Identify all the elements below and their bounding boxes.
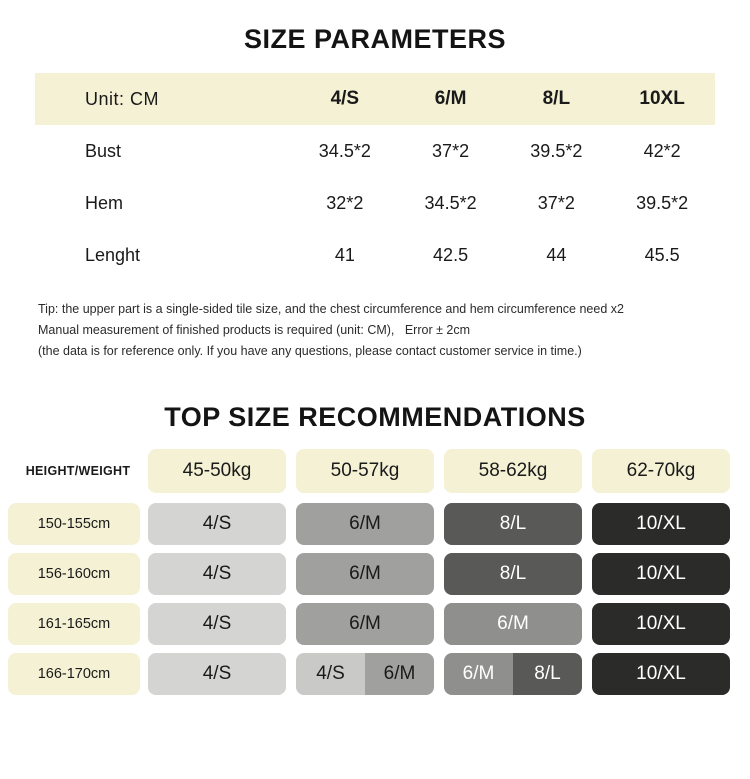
cell-hem-xl: 39.5*2 xyxy=(636,192,689,213)
size-badge: 10/XL xyxy=(592,653,730,695)
cell-lenght-l: 44 xyxy=(546,244,567,265)
recommendations-grid xyxy=(8,449,742,695)
size-badge: 6/M xyxy=(296,553,434,595)
size-badge: 8/L xyxy=(513,653,582,695)
size-badge: 4/S xyxy=(148,603,286,645)
cell-lenght-m: 42.5 xyxy=(433,244,469,265)
reco-cell-0-1 xyxy=(296,503,434,545)
weight-header-1: 50-57kg xyxy=(296,449,434,493)
measurement-notes xyxy=(38,299,712,362)
column-header-1: 6/M xyxy=(434,88,467,109)
row-label-bust: Bust xyxy=(85,140,122,161)
column-header-2: 8/L xyxy=(542,88,571,109)
note-line-2: Manual measurement of finished products is required (unit: CM), Error ± 2cm xyxy=(38,323,471,337)
size-badge: 4/S xyxy=(148,653,286,695)
size-badge: 10/XL xyxy=(592,553,730,595)
reco-cell-2-0 xyxy=(148,603,286,645)
table-row xyxy=(35,229,715,281)
page-title-recommendations: TOP SIZE RECOMMENDATIONS xyxy=(164,402,586,432)
cell-bust-xl: 42*2 xyxy=(643,140,681,161)
reco-cell-3-0 xyxy=(148,653,286,695)
height-label-2: 161-165cm xyxy=(8,603,140,645)
reco-cell-3-3 xyxy=(592,653,730,695)
reco-cell-2-1 xyxy=(296,603,434,645)
unit-label: Unit: CM xyxy=(85,88,160,109)
cell-hem-m: 34.5*2 xyxy=(424,192,477,213)
weight-header-0: 45-50kg xyxy=(148,449,286,493)
size-badge: 6/M xyxy=(296,503,434,545)
column-header-3: 10XL xyxy=(639,88,685,109)
reco-cell-1-1 xyxy=(296,553,434,595)
reco-cell-1-0 xyxy=(148,553,286,595)
row-label-hem: Hem xyxy=(85,192,124,213)
cell-bust-l: 39.5*2 xyxy=(530,140,583,161)
size-chart-page xyxy=(0,24,750,779)
reco-cell-3-1 xyxy=(296,653,434,695)
size-badge: 6/M xyxy=(296,603,434,645)
height-label-0: 150-155cm xyxy=(8,503,140,545)
size-badge: 6/M xyxy=(444,653,513,695)
row-label-lenght: Lenght xyxy=(85,244,141,265)
height-label-3: 166-170cm xyxy=(8,653,140,695)
size-badge: 4/S xyxy=(148,553,286,595)
table-row xyxy=(35,125,715,177)
cell-lenght-s: 41 xyxy=(334,244,355,265)
cell-bust-m: 37*2 xyxy=(432,140,470,161)
size-parameters-table xyxy=(35,73,715,281)
recommendations-header-row xyxy=(8,449,742,493)
reco-cell-2-2 xyxy=(444,603,582,645)
cell-hem-s: 32*2 xyxy=(326,192,364,213)
note-line-1: Tip: the upper part is a single-sided tile size, and the chest circumference and hem circumference need x2 xyxy=(38,302,624,316)
cell-bust-s: 34.5*2 xyxy=(318,140,371,161)
reco-cell-0-2 xyxy=(444,503,582,545)
cell-lenght-xl: 45.5 xyxy=(644,244,680,265)
column-header-0: 4/S xyxy=(330,88,360,109)
page-title-size-parameters: SIZE PARAMETERS xyxy=(243,24,507,54)
weight-header-3: 62-70kg xyxy=(592,449,730,493)
table-row xyxy=(8,653,742,695)
table-row xyxy=(8,553,742,595)
reco-cell-1-2 xyxy=(444,553,582,595)
table-row xyxy=(8,503,742,545)
size-badge: 6/M xyxy=(365,653,434,695)
size-badge: 4/S xyxy=(148,503,286,545)
axis-label-height-weight: HEIGHT/WEIGHT xyxy=(25,464,131,478)
size-badge: 4/S xyxy=(296,653,365,695)
size-badge: 8/L xyxy=(444,503,582,545)
table-row xyxy=(35,177,715,229)
height-label-1: 156-160cm xyxy=(8,553,140,595)
note-line-3: (the data is for reference only. If you have any questions, please contact customer service in time.) xyxy=(38,344,582,358)
reco-cell-0-0 xyxy=(148,503,286,545)
size-badge: 10/XL xyxy=(592,603,730,645)
reco-cell-3-2 xyxy=(444,653,582,695)
reco-cell-0-3 xyxy=(592,503,730,545)
reco-cell-2-3 xyxy=(592,603,730,645)
weight-header-2: 58-62kg xyxy=(444,449,582,493)
size-badge: 6/M xyxy=(444,603,582,645)
size-badge: 10/XL xyxy=(592,503,730,545)
cell-hem-l: 37*2 xyxy=(537,192,575,213)
reco-cell-1-3 xyxy=(592,553,730,595)
table-header-row xyxy=(35,73,715,125)
table-row xyxy=(8,603,742,645)
size-badge: 8/L xyxy=(444,553,582,595)
